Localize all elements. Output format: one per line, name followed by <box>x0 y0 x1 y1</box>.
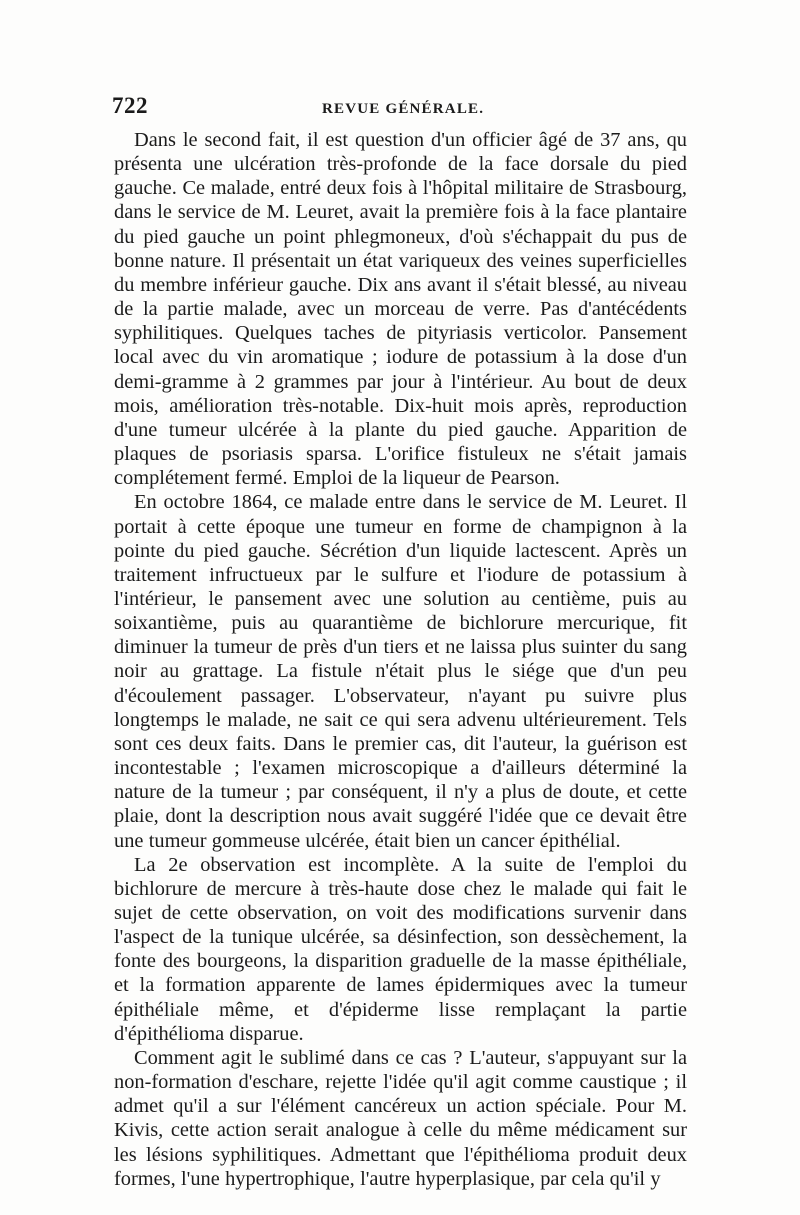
paragraph-sublime-action: Comment agit le sublimé dans ce cas ? L'auteur, s'appuyant sur la non-formation d'eschare, rejette l'idée qu'il agit comme caustique ; il admet qu'il a sur l'élément cancéreux un action spéciale. Pour M. Kivis, cette action serait analogue à celle du même médicament sur les lésions syphilitiques. Admettant que l'épithélioma produit deux formes, l'une hypertrophique, l'autre hyperplasique, par cela qu'il y <box>114 1046 687 1190</box>
running-head: REVUE GÉNÉRALE. <box>322 101 485 117</box>
page-number: 722 <box>112 93 148 118</box>
paragraph-second-observation: La 2e observation est incomplète. A la suite de l'emploi du bichlorure de mercure à très-haute dose chez le malade qui fait le sujet de cette observation, on voit des modifications survenir dans l'aspect de la tunique ulcérée, sa désinfection, son dessèchement, la fonte des bourgeons, la disparition graduelle de la masse épithéliale, et la formation apparente de lames épidermiques avec la tumeur épithéliale même, et d'épiderme lisse remplaçant la partie d'épithélioma disparue. <box>114 853 687 1045</box>
page-header <box>112 93 700 123</box>
body-text <box>114 128 687 1191</box>
paragraph-second-case: Dans le second fait, il est question d'un officier âgé de 37 ans, qu présenta une ulcération très-profonde de la face dorsale du pied gauche. Ce malade, entré deux fois à l'hôpital militaire de Strasbourg, dans le service de M. Leuret, avait la première fois à la face plantaire du pied gauche un point phlegmoneux, d'où s'échappait du pus de bonne nature. Il présentait un état variqueux des veines superficielles du membre inférieur gauche. Dix ans avant il s'était blessé, au niveau de la partie malade, avec un morceau de verre. Pas d'antécédents syphilitiques. Quelques taches de pityriasis verticolor. Pansement local avec du vin aromatique ; iodure de potassium à la dose d'un demi-gramme à 2 grammes par jour à l'intérieur. Au bout de deux mois, amélioration très-notable. Dix-huit mois après, reproduction d'une tumeur ulcérée à la plante du pied gauche. Apparition de plaques de psoriasis sparsa. L'orifice fistuleux ne s'était jamais complétement fermé. Emploi de la liqueur de Pearson. <box>114 129 687 490</box>
paragraph-october-1864: En octobre 1864, ce malade entre dans le service de M. Leuret. Il portait à cette époque une tumeur en forme de champignon à la pointe du pied gauche. Sécrétion d'un liquide lactescent. Après un traitement infructueux par le sulfure et l'iodure de potassium à l'intérieur, le pansement avec une solution au centième, puis au soixantième, puis au quarantième de bichlorure mercurique, fit diminuer la tumeur de près d'un tiers et ne laissa plus suinter du sang noir au grattage. La fistule n'était plus le siége que d'un peu d'écoulement passager. L'observateur, n'ayant pu suivre plus longtemps le malade, ne sait ce qui sera advenu ultérieurement. Tels sont ces deux faits. Dans le premier cas, dit l'auteur, la guérison est incontestable ; l'examen microscopique a d'ailleurs déterminé la nature de la tumeur ; par conséquent, il n'y a plus de doute, et cette plaie, dont la description nous avait suggéré l'idée que ce devait être une tumeur gommeuse ulcérée, était bien un cancer épithélial. <box>114 491 687 852</box>
